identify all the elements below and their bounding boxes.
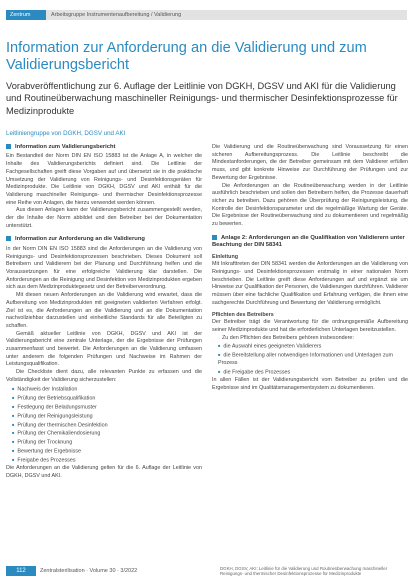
list-item: ■ die Freigabe des Prozesses <box>218 368 408 377</box>
duties-list <box>218 342 408 377</box>
paragraph: Der Betreiber trägt die Verantwortung für die ordnungsgemäße Aufbereitung seiner Medizinprodukte und hat die erforderlichen Unterlagen bereitzustellen. <box>212 319 408 333</box>
page-title: Information zur Anforderung an die Validierung und zum Validierungsbericht <box>6 40 367 73</box>
paragraph: In allen Fällen ist der Validierungsbericht vom Betreiber zu prüfen und die Ergebnisse sind im Qualitätsmanagementsystem zu dokumentieren. <box>212 376 408 391</box>
bullet-square-icon <box>6 236 11 241</box>
paragraph: Gemäß aktueller Leitlinie von DGKH, DGSV und AKI ist der Validierungsbericht eine zentrale Unterlage, der die Ergebnisse der Prüfungen zusammenfasst und bewertet. Die Anforderungen an die Validierung umfassen unter anderem die folgenden Prüfungen und Nachweise im Rahmen der Leistungsqualifikation. <box>6 330 202 368</box>
list-item: ■ Bewertung der Ergebnisse <box>12 447 202 456</box>
left-column <box>6 144 202 481</box>
paragraph: Zu den Pflichten des Betreibers gehören insbesondere: <box>222 334 354 341</box>
paragraph: Mit Inkrafttreten der DIN 58341 werden die Anforderungen an die Validierung von Reinigungs- und Desinfektionsprozessen erstmalig in einer nationalen Norm beschrieben. Die Leitlinie greift diese Anforderungen auf und ergänzt sie um Hinweise zur Qualifikation der Personen, die Validierungen durchführen. Validierer müssen über eine fachliche Qualifikation und Erfahrung verfügen, die ihnen eine sachgerechte Durchführung und Bewertung der Validierung ermöglicht. <box>212 261 408 306</box>
right-column <box>212 144 408 392</box>
subsection-heading: Pflichten des Betreibers <box>212 311 274 318</box>
paragraph: Ein Bestandteil der Norm DIN EN ISO 15883 ist die Anlage A, in welcher die Inhalte des Validierungsberichts definiert sind. Die Leitlinie der Fachgesellschaften greift diese Vorgaben auf und übersetzt sie in die praktische Umsetzung der Validierung von Reinigungs- und Desinfektionsgeräten für Medizinprodukte. Die Leitlinie von DGKH, DGSV und AKI enthält für die Validierung maschineller Reinigungs- und thermischer Desinfektionsprozesse eine Reihe von Anlagen, die hierzu verwendet werden können. <box>6 153 202 206</box>
journal-citation: Zentralsterilisation · Volume 30 · 3/2022 <box>40 568 138 574</box>
checklist <box>12 385 202 466</box>
paragraph: In der Norm DIN EN ISO 15883 sind die Anforderungen an die Validierung von Reinigungs- und Desinfektionsprozessen beschrieben. Dieses Dokument soll Betreibern und Validierern bei der Planung und Durchführung helfen und die Voraussetzungen für eine erfolgreiche Validierung klar darstellen. Die Anforderungen an die Reinigung und Desinfektion von Medizinprodukten ergeben sich aus dem Medizinproduktegesetz und der Betreiberverordnung. <box>6 245 202 291</box>
paragraph: Mit diesen neuen Anforderungen an die Validierung wird erwartet, dass die Aufbereitung von Medizinprodukten mit geeigneten validierten Verfahren erfolgt. Ziel ist es, die Anforderungen an die Validierung und an die Dokumentation nachvollziehbar darzustellen und einheitliche Standards für alle Beteiligten zu schaffen. <box>6 292 202 329</box>
list-item: ■ Prüfung der Trocknung <box>12 438 202 447</box>
header-bar <box>6 10 407 20</box>
footer-note: DGKH, DGSV, AKI: Leitlinie für die Validierung und Routineüberwachung maschineller Reinigungs- und thermischer Desinfektionsprozesse für Medizinprodukte <box>220 566 388 577</box>
section-tag-label: Zentrum <box>10 12 31 18</box>
list-item: ■ Prüfung der Chemikaliendosierung <box>12 429 202 438</box>
paragraph: Die Anforderungen an die Routineüberwachung werden in der Leitlinie ausführlich beschrieben und sollen den Betreibern helfen, die Prozesse dauerhaft sicher zu betreiben. Dazu gehören die Überprüfung der Reinigungsleistung, die Kontrolle der Desinfektionsparameter und die regelmäßige Wartung der Geräte. Die Ergebnisse der Routineüberwachung sind zu dokumentieren und regelmäßig zu bewerten. <box>212 182 408 228</box>
page-number: 112 <box>6 566 36 576</box>
section-heading: Anlage 2: Anforderungen an die Qualifikation von Validierern unter Beachtung der DIN 58341 <box>212 234 405 249</box>
list-item: ■ Nachweis der Installation <box>12 385 202 394</box>
paragraph: Die Validierung und die Routineüberwachung sind Voraussetzung für einen sicheren Aufbereitungsprozess. Die Leitlinie beschreibt die Mindestanforderungen, die der Betreiber gemeinsam mit dem Validierer erfüllen muss, und gibt konkrete Hinweise zur Durchführung der Prüfungen und zur Bewertung der Ergebnisse. <box>212 144 408 181</box>
paragraph: Die Checkliste dient dazu, alle relevanten Punkte zu erfassen und die Vollständigkeit der Validierung sicherzustellen: <box>6 369 202 383</box>
paragraph: Aus diesen Anlagen kann der Validierungsbericht zusammengestellt werden, der die Inhalte der Norm abbildet und den Betreiber bei der Dokumentation unterstützt. <box>6 207 202 229</box>
section-heading: Information zum Validierungsbericht <box>6 144 202 151</box>
list-item: ■ Prüfung der Reinigungsleistung <box>12 412 202 421</box>
list-item: ■ Freigabe des Prozesses <box>12 456 202 465</box>
page-subtitle: Vorabveröffentlichung zur 6. Auflage der Leitlinie von DGKH, DGSV und AKI für die Validierung und Routineüberwachung maschineller Reinigungs- und thermischer Desinfektionsprozesse für Medizinprodukte <box>6 81 398 116</box>
header-text: Arbeitsgruppe Instrumentenaufbereitung / Validierung <box>51 12 182 18</box>
page-footer <box>0 566 413 585</box>
list-item: ■ Prüfung der thermischen Desinfektion <box>12 421 202 430</box>
section-heading: Information zur Anforderung an die Validierung <box>6 236 202 243</box>
bullet-square-icon <box>212 235 217 240</box>
bullet-square-icon <box>6 144 11 149</box>
list-item: ■ die Auswahl eines geeigneten Validierers <box>218 342 408 351</box>
paragraph: Die Anforderungen an die Validierung gelten für die 6. Auflage der Leitlinie von DGKH, DGSV und AKI. <box>6 465 202 480</box>
list-item: ■ die Bereitstellung aller notwendigen Informationen und Unterlagen zum Prozess <box>218 351 408 368</box>
list-item: ■ Prüfung der Betriebsqualifikation <box>12 394 202 403</box>
list-item: ■ Festlegung der Beladungsmuster <box>12 403 202 412</box>
author-byline: Leitliniengruppe von DGKH, DGSV und AKI <box>6 130 126 137</box>
subsection-heading: Einleitung <box>212 253 239 260</box>
section-tag <box>6 10 46 20</box>
